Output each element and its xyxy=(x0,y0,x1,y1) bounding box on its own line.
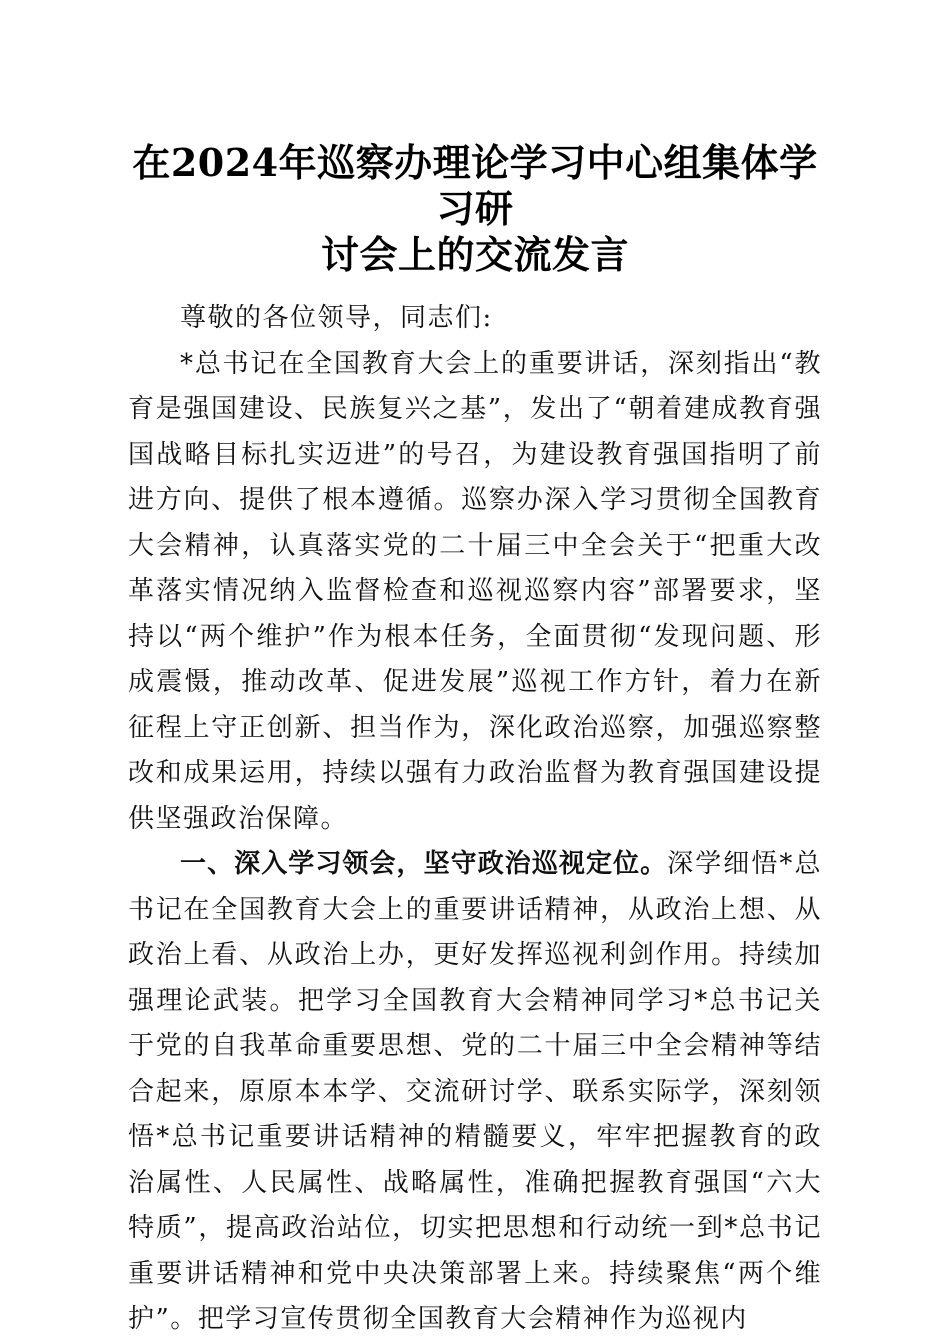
paragraph-section-1 xyxy=(128,842,822,1343)
title-line-2: 讨会上的交流发言 xyxy=(320,232,629,277)
document-body xyxy=(128,296,822,1343)
greeting: 尊敬的各位领导，同志们: xyxy=(180,303,493,333)
title-line-1: 在2024年巡察办理论学习中心组集体学习研 xyxy=(132,140,818,231)
section-1-text: 深学细悟*总书记在全国教育大会上的重要讲话精神，从政治上想、从政治上看、从政治上办，更好发挥巡视利剑作用。持续加强理论武装。把学习全国教育大会精神同学习*总书记关于党的自我革命重要思想、党的二十届三中全会精神等结合起来，原原本本学、交流研讨学、联系实际学，深刻领悟*总书记重要讲话精神的精髓要义，牢牢把握教育的政治属性、人民属性、战略属性，准确把握教育强国“六大特质”，提高政治站位，切实把思想和行动统一到*总书记重要讲话精神和党中央决策部署上来。持续聚焦“两个维护”。把学习宣传贯彻全国教育大会精神作为巡视内 xyxy=(128,849,822,1334)
document-title xyxy=(128,140,822,278)
section-1-heading: 一、深入学习领会，坚守政治巡视定位。 xyxy=(180,849,668,879)
paragraph-intro: *总书记在全国教育大会上的重要讲话，深刻指出“教育是强国建设、民族复兴之基”，发出了“朝着建成教育强国战略目标扎实迈进”的号召，为建设教育强国指明了前进方向、提供了根本遵循。巡察办深入学习贯彻全国教育大会精神，认真落实党的二十届三中全会关于“把重大改革落实情况纳入监督检查和巡视巡察内容”部署要求，坚持以“两个维护”作为根本任务，全面贯彻“发现问题、形成震慑，推动改革、促进发展”巡视工作方针，着力在新征程上守正创新、担当作为，深化政治巡察，加强巡察整改和成果运用，持续以强有力政治监督为教育强国建设提供坚强政治保障。 xyxy=(128,348,822,834)
